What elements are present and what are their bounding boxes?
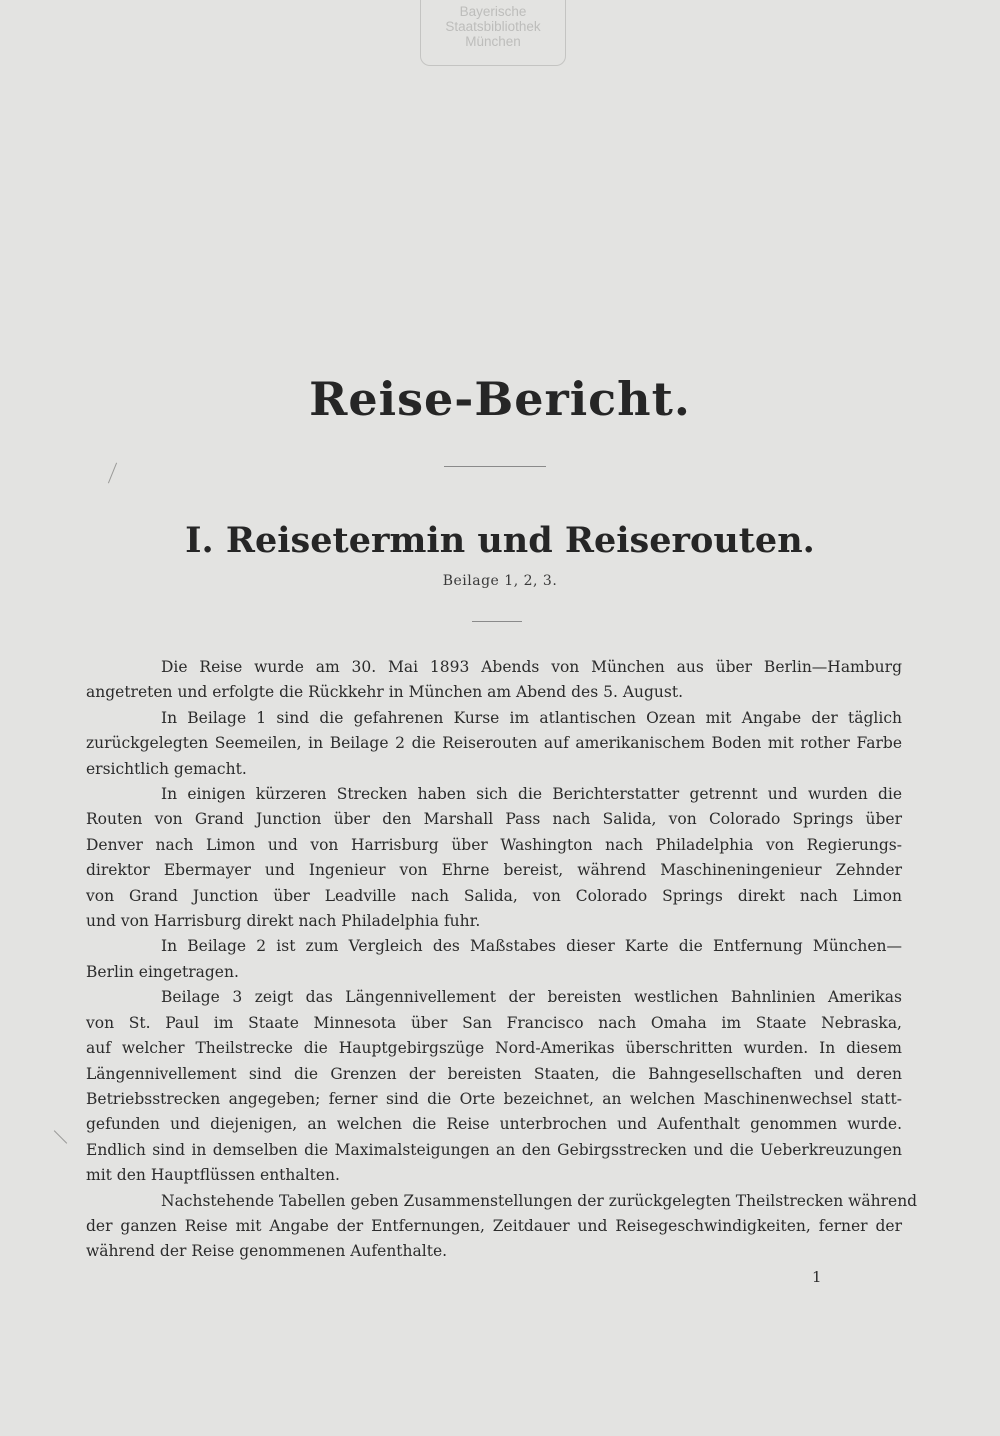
page-title: Reise-Bericht. xyxy=(309,372,691,426)
text-line: Die Reise wurde am 30. Mai 1893 Abends von München aus über Berlin—Hamburg xyxy=(161,658,902,676)
stamp-line-2: Staatsbibliothek xyxy=(445,19,541,34)
text-line: gefunden und diejenigen, an welchen die Reise unterbrochen und Aufenthalt genommen wurde. xyxy=(86,1115,902,1134)
text-line: In Beilage 1 sind die gefahrenen Kurse im atlantischen Ozean mit Angabe der täglich xyxy=(161,708,902,727)
text-line: Längennivellement sind die Grenzen der bereisten Staaten, die Bahngesellschaften und deren xyxy=(86,1064,902,1083)
text-line: In Beilage 2 ist zum Vergleich des Maßstabes dieser Karte die Entfernung München— xyxy=(161,937,902,956)
chapter-divider xyxy=(472,621,522,622)
title-divider xyxy=(444,466,546,467)
body-text xyxy=(86,655,918,1265)
text-line: von St. Paul im Staate Minnesota über San Francisco nach Omaha im Staate Nebraska, xyxy=(86,1013,902,1032)
stamp-line-1: Bayerische xyxy=(459,4,527,19)
text-line: angetreten und erfolgte die Rückkehr in München am Abend des 5. August. xyxy=(86,683,684,702)
text-line: mit den Hauptflüssen enthalten. xyxy=(86,1166,340,1185)
supplement-reference: Beilage 1, 2, 3. xyxy=(442,573,558,589)
scan-mark xyxy=(54,1130,67,1143)
text-line: Beilage 3 zeigt das Längennivellement der bereisten westlichen Bahnlinien Amerikas xyxy=(161,988,902,1007)
text-line: während der Reise genommenen Aufenthalte. xyxy=(86,1242,448,1261)
library-stamp xyxy=(420,0,566,66)
chapter-heading: I. Reisetermin und Reiserouten. xyxy=(185,520,815,561)
text-line: Routen von Grand Junction über den Marshall Pass nach Salida, von Colorado Springs über xyxy=(86,810,902,829)
text-line: zurückgelegten Seemeilen, in Beilage 2 die Reiserouten auf amerikanischem Boden mit rother Farbe xyxy=(86,734,902,753)
text-line: und von Harrisburg direkt nach Philadelphia fuhr. xyxy=(86,912,481,931)
text-line: In einigen kürzeren Strecken haben sich die Berichterstatter getrennt und wurden die xyxy=(161,785,902,804)
text-line: auf welcher Theilstrecke die Hauptgebirgszüge Nord-Amerikas überschritten wurden. In diesem xyxy=(86,1039,902,1058)
text-line: Betriebsstrecken angegeben; ferner sind die Orte bezeichnet, an welchen Maschinenwechsel statt- xyxy=(86,1089,902,1108)
text-line: Berlin eingetragen. xyxy=(86,962,239,981)
text-line: ersichtlich gemacht. xyxy=(86,759,247,778)
text-line: Denver nach Limon und von Harrisburg über Washington nach Philadelphia von Regierungs- xyxy=(86,835,902,854)
text-line: der ganzen Reise mit Angabe der Entfernungen, Zeitdauer und Reisegeschwindigkeiten, ferner der xyxy=(86,1216,902,1235)
page-number: 1 xyxy=(812,1268,822,1286)
text-line: Nachstehende Tabellen geben Zusammenstellungen der zurückgelegten Theilstrecken während xyxy=(161,1191,918,1210)
text-line: Endlich sind in demselben die Maximalsteigungen an den Gebirgsstrecken und die Ueberkreuzungen xyxy=(86,1140,902,1159)
stamp-line-3: München xyxy=(465,34,521,49)
text-line: von Grand Junction über Leadville nach Salida, von Colorado Springs direkt nach Limon xyxy=(86,886,902,905)
text-line: direktor Ebermayer und Ingenieur von Ehrne bereist, während Maschineningenieur Zehnder xyxy=(86,861,902,880)
scan-mark xyxy=(108,463,117,484)
